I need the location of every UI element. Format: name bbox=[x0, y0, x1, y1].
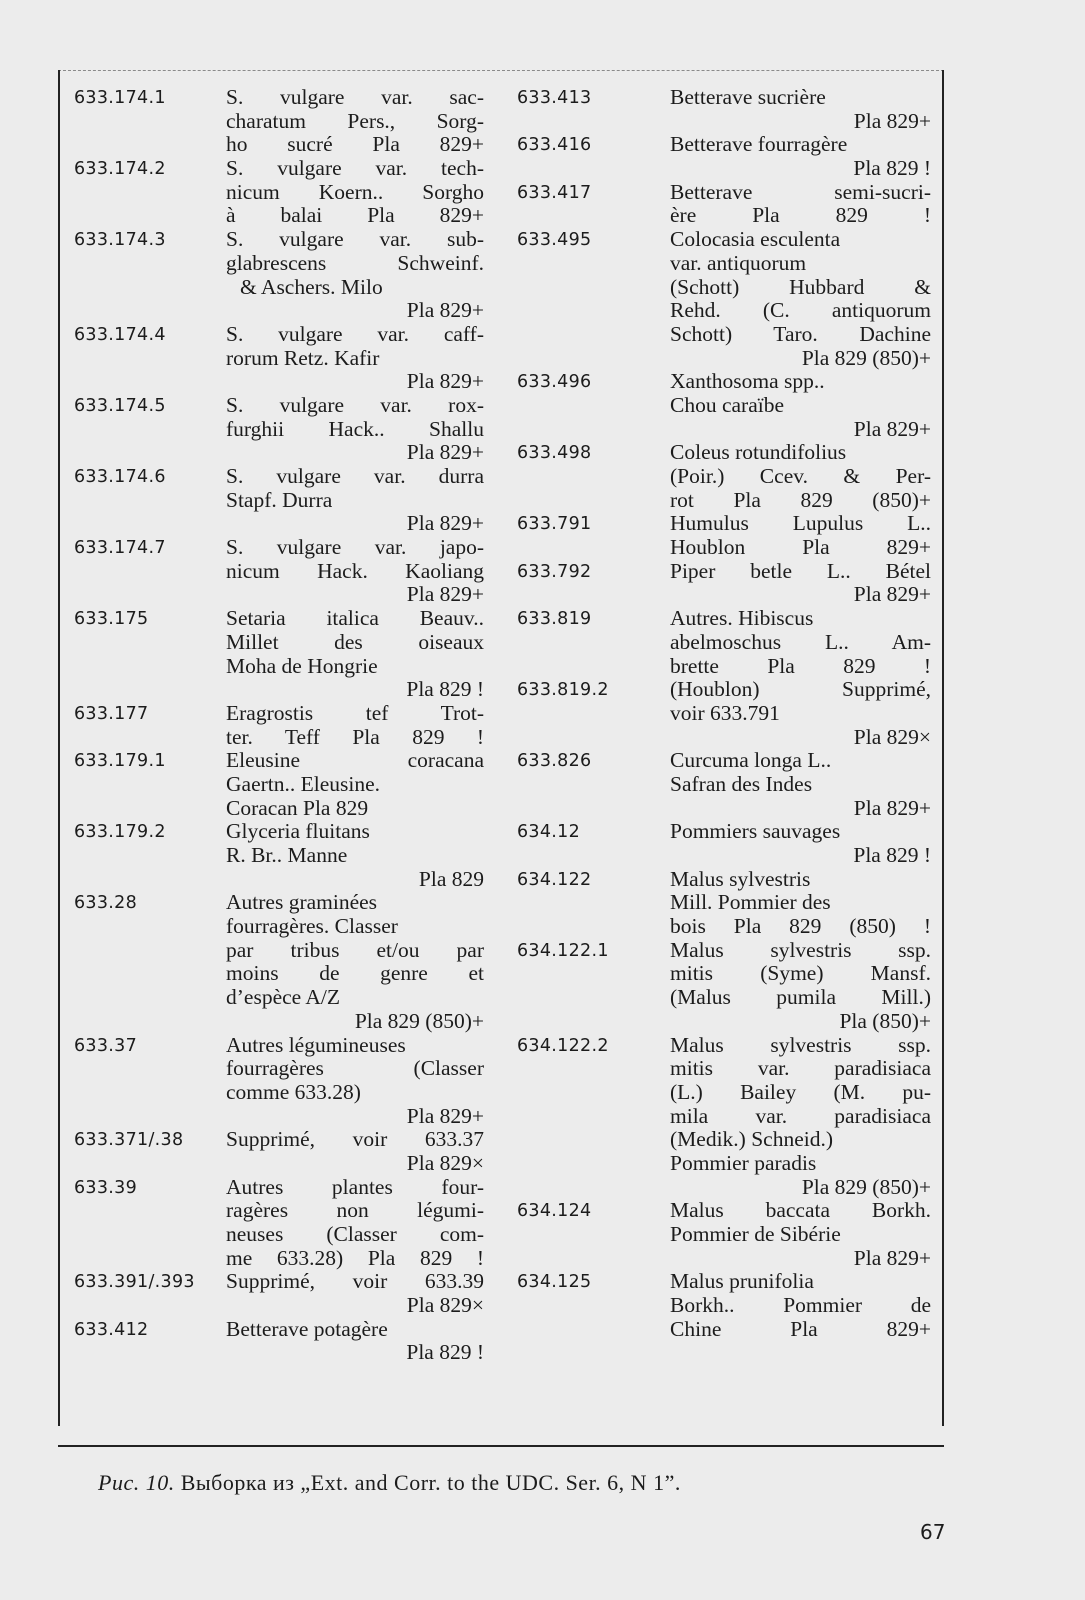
udc-code: 634.122.2 bbox=[517, 1035, 609, 1056]
description-line: Xanthosoma spp.. bbox=[670, 369, 825, 394]
description-line: Millet des oiseaux bbox=[226, 629, 484, 654]
description-line: Pla 829+ bbox=[406, 298, 484, 323]
description-line: Autres. Hibiscus bbox=[670, 606, 814, 631]
udc-code: 633.174.6 bbox=[74, 467, 166, 487]
table-entry bbox=[517, 607, 931, 678]
udc-code: 634.122 bbox=[517, 869, 592, 890]
description-line: Pla 829 (850)+ bbox=[354, 1008, 484, 1033]
description-line: mitis var. paradisiaca bbox=[670, 1056, 931, 1081]
description-line: S. vulgare var. durra bbox=[226, 464, 484, 488]
description-line: Pla 829+ bbox=[406, 511, 484, 536]
udc-code: 633.412 bbox=[74, 1319, 149, 1340]
description-line: par tribus et/ou par bbox=[226, 937, 484, 962]
description-line: Autres plantes four- bbox=[226, 1174, 484, 1199]
description-line: nicum Hack. Kaoliang bbox=[226, 558, 484, 583]
description-line: var. antiquorum bbox=[670, 250, 807, 275]
entry-description bbox=[226, 465, 484, 536]
description-line: S. vulgare var. caff- bbox=[226, 321, 484, 346]
description-line: Humulus Lupulus L.. bbox=[670, 511, 931, 536]
description-line: Rehd. (C. antiquorum bbox=[670, 298, 931, 323]
entry-description bbox=[670, 86, 931, 133]
table-entry bbox=[517, 678, 931, 749]
entry-description bbox=[226, 394, 484, 465]
description-line: neuses (Classer com- bbox=[226, 1222, 484, 1246]
description-line: Glyceria fluitans bbox=[226, 819, 370, 844]
table-entry bbox=[74, 820, 484, 891]
udc-code: 633.37 bbox=[74, 1035, 138, 1056]
table-entry bbox=[74, 86, 484, 157]
table-entry bbox=[74, 536, 484, 607]
entry-description bbox=[226, 702, 484, 749]
description-line: Malus sylvestris ssp. bbox=[670, 1032, 931, 1057]
description-line: Pla 829+ bbox=[853, 1245, 931, 1270]
udc-code: 633.177 bbox=[74, 703, 149, 724]
table-entry bbox=[517, 441, 931, 512]
description-line: charatum Pers., Sorg- bbox=[226, 108, 484, 133]
description-line: & Aschers. Milo bbox=[240, 274, 383, 299]
table-entry bbox=[74, 157, 484, 228]
entry-description bbox=[226, 323, 484, 394]
table-entry bbox=[74, 465, 484, 536]
entry-description bbox=[670, 512, 931, 559]
description-line: Pla 829+ bbox=[406, 369, 484, 394]
description-line: Pla 829 (850)+ bbox=[801, 345, 931, 370]
udc-code: 634.124 bbox=[517, 1201, 592, 1222]
entry-description bbox=[226, 86, 484, 157]
description-line: Chou caraïbe bbox=[670, 392, 785, 417]
udc-code: 633.498 bbox=[517, 443, 592, 464]
description-line: Betterave potagère bbox=[226, 1316, 388, 1341]
udc-code: 634.125 bbox=[517, 1272, 592, 1293]
entry-description bbox=[670, 1034, 931, 1200]
table-entry bbox=[74, 1318, 484, 1365]
right-column bbox=[517, 86, 931, 1341]
figure-label: Рис. 10. bbox=[98, 1470, 175, 1495]
description-line: brette Pla 829 ! bbox=[670, 653, 931, 678]
udc-code: 633.391/.393 bbox=[74, 1272, 195, 1293]
bottom-rule bbox=[58, 1445, 944, 1447]
table-entry bbox=[517, 370, 931, 441]
description-line: Pla 829 ! bbox=[853, 156, 931, 181]
udc-code: 633.174.4 bbox=[74, 324, 166, 345]
udc-code: 633.174.7 bbox=[74, 538, 166, 559]
description-line: Pla 829+ bbox=[853, 582, 931, 607]
table-entry bbox=[517, 228, 931, 370]
description-line: rot Pla 829 (850)+ bbox=[670, 487, 931, 512]
description-line: ère Pla 829 ! bbox=[670, 203, 931, 228]
table-entry bbox=[74, 1176, 484, 1271]
udc-code: 633.371/.38 bbox=[74, 1130, 184, 1151]
udc-code: 633.791 bbox=[517, 514, 592, 535]
description-line: Pla (850)+ bbox=[839, 1008, 931, 1033]
table-entry bbox=[74, 749, 484, 820]
description-line: furghii Hack.. Shallu bbox=[226, 416, 484, 441]
description-line: Pla 829 bbox=[418, 866, 484, 891]
description-line: S. vulgare var. japo- bbox=[226, 535, 484, 560]
entry-description bbox=[226, 891, 484, 1033]
udc-code: 634.122.1 bbox=[517, 940, 609, 961]
description-line: glabrescens Schweinf. bbox=[226, 250, 484, 275]
left-column bbox=[74, 86, 484, 1365]
description-line: Pommier paradis bbox=[670, 1150, 817, 1175]
description-line: moins de genre et bbox=[226, 961, 484, 986]
udc-code: 633.28 bbox=[74, 893, 138, 914]
description-line: Malus sylvestris bbox=[670, 866, 811, 891]
table-entry bbox=[517, 1270, 931, 1341]
description-line: Chine Pla 829+ bbox=[670, 1316, 931, 1341]
entry-description bbox=[670, 749, 931, 820]
description-line: Autres graminées bbox=[226, 890, 378, 915]
description-line: me 633.28) Pla 829 ! bbox=[226, 1245, 484, 1270]
description-line: Pla 829+ bbox=[853, 416, 931, 441]
table-entry bbox=[74, 1128, 484, 1175]
udc-code: 633.179.2 bbox=[74, 822, 166, 843]
description-line: Malus sylvestris ssp. bbox=[670, 937, 931, 962]
description-line: (Poir.) Ccev. & Per- bbox=[670, 464, 931, 488]
description-line: Supprimé, voir 633.37 bbox=[226, 1127, 484, 1152]
table-entry bbox=[517, 133, 931, 180]
description-line: rorum Retz. Kafir bbox=[226, 345, 380, 370]
description-line: (Medik.) Schneid.) bbox=[670, 1127, 834, 1152]
entry-description bbox=[670, 607, 931, 678]
table-entry bbox=[517, 1034, 931, 1200]
entry-description bbox=[670, 1199, 931, 1270]
udc-code: 633.39 bbox=[74, 1177, 138, 1198]
udc-code: 633.826 bbox=[517, 751, 592, 772]
table-entry bbox=[74, 1270, 484, 1317]
entry-description bbox=[670, 370, 931, 441]
udc-code: 633.174.1 bbox=[74, 88, 166, 108]
description-line: Pla 829+ bbox=[406, 1103, 484, 1128]
entry-description bbox=[670, 560, 931, 607]
description-line: Autres légumineuses bbox=[226, 1032, 406, 1057]
entry-description bbox=[226, 1318, 484, 1365]
table-entry bbox=[74, 1034, 484, 1129]
entry-description bbox=[670, 678, 931, 749]
description-line: S. vulgare var. sub- bbox=[226, 227, 484, 252]
udc-code: 633.174.3 bbox=[74, 230, 166, 251]
table-entry bbox=[74, 323, 484, 394]
description-line: Pla 829 ! bbox=[406, 677, 484, 702]
figure-caption bbox=[98, 1470, 681, 1496]
description-line: Betterave fourragère bbox=[670, 132, 848, 157]
description-line: S. vulgare var. tech- bbox=[226, 156, 484, 181]
entry-description bbox=[226, 157, 484, 228]
description-line: comme 633.28) bbox=[226, 1079, 361, 1104]
entry-description bbox=[670, 820, 931, 867]
page-number: 67 bbox=[920, 1520, 946, 1544]
description-line: Colocasia esculenta bbox=[670, 227, 841, 252]
udc-code: 633.495 bbox=[517, 230, 592, 251]
entry-description bbox=[226, 1176, 484, 1271]
udc-code: 633.175 bbox=[74, 609, 149, 630]
table-entry bbox=[517, 1199, 931, 1270]
entry-description bbox=[670, 133, 931, 180]
entry-description bbox=[226, 536, 484, 607]
description-line: Pla 829+ bbox=[406, 440, 484, 465]
description-line: Pla 829× bbox=[853, 724, 931, 749]
table-entry bbox=[517, 512, 931, 559]
table-entry bbox=[74, 702, 484, 749]
table-entry bbox=[74, 228, 484, 323]
description-line: Schott) Taro. Dachine bbox=[670, 321, 931, 346]
description-line: voir 633.791 bbox=[670, 700, 780, 725]
entry-description bbox=[670, 228, 931, 370]
description-line: Pla 829 ! bbox=[853, 843, 931, 867]
entry-description bbox=[226, 749, 484, 820]
description-line: abelmoschus L.. Am- bbox=[670, 629, 931, 654]
description-line: Pla 829+ bbox=[853, 108, 931, 133]
description-line: ho sucré Pla 829+ bbox=[226, 132, 484, 157]
description-line: (Schott) Hubbard & bbox=[670, 274, 931, 299]
description-line: d’espèce A/Z bbox=[226, 985, 341, 1010]
description-line: (Houblon) Supprimé, bbox=[670, 677, 931, 702]
udc-code: 633.179.1 bbox=[74, 751, 166, 772]
entry-description bbox=[226, 1128, 484, 1175]
description-line: Coleus rotundifolius bbox=[670, 440, 847, 465]
entry-description bbox=[670, 868, 931, 939]
description-line: Pla 829× bbox=[406, 1293, 484, 1318]
description-line: Safran des Indes bbox=[670, 771, 813, 796]
udc-code: 633.174.5 bbox=[74, 395, 166, 416]
description-line: Malus baccata Borkh. bbox=[670, 1198, 931, 1223]
description-line: fourragères (Classer bbox=[226, 1056, 484, 1081]
description-line: Pla 829 (850)+ bbox=[801, 1174, 931, 1199]
description-line: (L.) Bailey (M. pu- bbox=[670, 1079, 931, 1104]
udc-code: 633.413 bbox=[517, 88, 592, 108]
description-line: Betterave semi-sucri- bbox=[670, 179, 931, 204]
entry-description bbox=[670, 441, 931, 512]
table-entry bbox=[74, 607, 484, 702]
table-entry bbox=[74, 891, 484, 1033]
table-entry bbox=[517, 820, 931, 867]
description-line: mitis (Syme) Mansf. bbox=[670, 961, 931, 986]
description-line: Pla 829 ! bbox=[406, 1340, 484, 1365]
description-line: (Malus pumila Mill.) bbox=[670, 985, 931, 1010]
description-line: Curcuma longa L.. bbox=[670, 748, 832, 773]
description-line: Borkh.. Pommier de bbox=[670, 1293, 931, 1318]
description-line: Gaertn.. Eleusine. bbox=[226, 771, 381, 796]
description-line: Pla 829+ bbox=[853, 795, 931, 820]
entry-description bbox=[670, 181, 931, 228]
table-entry bbox=[74, 394, 484, 465]
udc-code: 633.174.2 bbox=[74, 159, 166, 180]
entry-description bbox=[226, 1034, 484, 1129]
table-entry bbox=[517, 749, 931, 820]
description-line: Houblon Pla 829+ bbox=[670, 535, 931, 560]
entry-description bbox=[226, 607, 484, 702]
caption-text: Выборка из „Ext. and Corr. to the UDC. Ser. 6, N 1”. bbox=[180, 1470, 681, 1495]
description-line: Pla 829+ bbox=[406, 582, 484, 607]
entry-description bbox=[226, 1270, 484, 1317]
table-entry bbox=[517, 939, 931, 1034]
description-line: Stapf. Durra bbox=[226, 487, 333, 512]
udc-code: 633.819.2 bbox=[517, 680, 609, 701]
udc-code: 633.417 bbox=[517, 182, 592, 203]
entry-description bbox=[226, 228, 484, 323]
description-line: Coracan Pla 829 bbox=[226, 795, 369, 820]
description-line: Eleusine coracana bbox=[226, 748, 484, 773]
description-line: à balai Pla 829+ bbox=[226, 203, 484, 228]
entry-description bbox=[670, 939, 931, 1034]
table-entry bbox=[517, 181, 931, 228]
description-line: Supprimé, voir 633.39 bbox=[226, 1269, 484, 1294]
description-line: ragères non légumi- bbox=[226, 1198, 484, 1223]
description-line: mila var. paradisiaca bbox=[670, 1103, 931, 1128]
description-line: nicum Koern.. Sorgho bbox=[226, 179, 484, 204]
entry-description bbox=[670, 1270, 931, 1341]
description-line: Moha de Hongrie bbox=[226, 653, 378, 678]
udc-code: 633.496 bbox=[517, 372, 592, 393]
table-entry bbox=[517, 86, 931, 133]
description-line: Mill. Pommier des bbox=[670, 890, 831, 915]
description-line: ter. Teff Pla 829 ! bbox=[226, 724, 484, 749]
udc-code: 633.792 bbox=[517, 561, 592, 582]
table-entry bbox=[517, 560, 931, 607]
description-line: Piper betle L.. Bétel bbox=[670, 558, 931, 583]
description-line: bois Pla 829 (850) ! bbox=[670, 914, 931, 939]
udc-code: 634.12 bbox=[517, 822, 581, 843]
description-line: Betterave sucrière bbox=[670, 85, 826, 109]
description-line: Pla 829× bbox=[406, 1150, 484, 1175]
udc-code: 633.416 bbox=[517, 135, 592, 156]
description-line: R. Br.. Manne bbox=[226, 843, 348, 867]
table-entry bbox=[517, 868, 931, 939]
description-line: S. vulgare var. sac- bbox=[226, 85, 484, 109]
entry-description bbox=[226, 820, 484, 891]
description-line: fourragères. Classer bbox=[226, 914, 398, 939]
description-line: Pommiers sauvages bbox=[670, 819, 841, 844]
description-line: Setaria italica Beauv.. bbox=[226, 606, 484, 631]
description-line: Eragrostis tef Trot- bbox=[226, 700, 484, 725]
description-line: Pommier de Sibérie bbox=[670, 1222, 841, 1246]
description-line: S. vulgare var. rox- bbox=[226, 392, 484, 417]
description-line: Malus prunifolia bbox=[670, 1269, 814, 1294]
udc-code: 633.819 bbox=[517, 609, 592, 630]
